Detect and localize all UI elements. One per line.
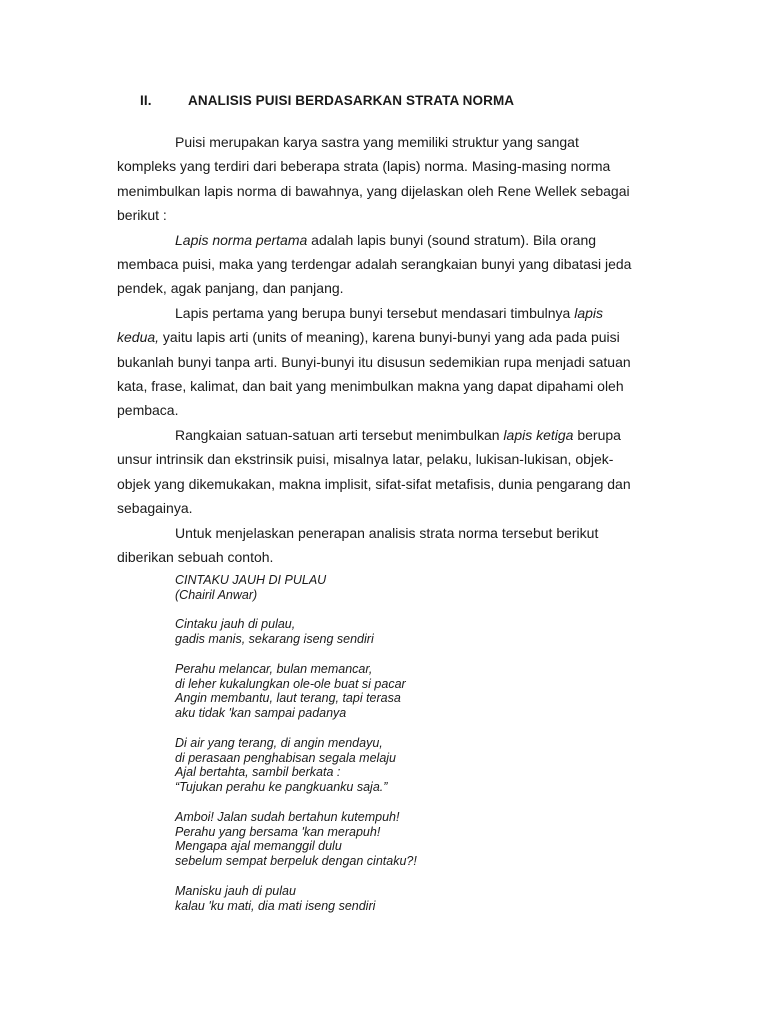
poem-line: Perahu yang bersama 'kan merapuh! <box>175 824 381 839</box>
poem-line: “Tujukan perahu ke pangkuanku saja.” <box>175 780 388 795</box>
poem-line: Mengapa ajal memanggil dulu <box>175 839 342 854</box>
paragraph-5 <box>117 521 637 570</box>
poem-line: Perahu melancar, bulan memancar, <box>175 661 373 676</box>
paragraph-3-text-a: Lapis pertama yang berupa bunyi tersebut mendasari timbulnya <box>175 304 575 321</box>
paragraph-2 <box>117 228 637 301</box>
poem-line: Ajal bertahta, sambil berkata : <box>175 765 341 780</box>
poem-heading <box>175 573 417 603</box>
poem-stanza-2 <box>175 662 417 721</box>
paragraph-4-italic: lapis ketiga <box>503 426 574 443</box>
section-title: ANALISIS PUISI BERDASARKAN STRATA NORMA <box>188 93 515 108</box>
poem-line: gadis manis, sekarang iseng sendiri <box>175 632 374 647</box>
poem-line: Cintaku jauh di pulau, <box>175 617 296 632</box>
poem-line: Manisku jauh di pulau <box>175 883 296 898</box>
poem-stanza-4 <box>175 810 417 869</box>
poem-stanza-3 <box>175 736 417 795</box>
poem-stanza-1 <box>175 617 417 647</box>
poem-title: CINTAKU JAUH DI PULAU <box>175 573 327 587</box>
poem-line: di leher kukalungkan ole-ole buat si pacar <box>175 676 406 691</box>
poem-line: Amboi! Jalan sudah bertahun kutempuh! <box>175 809 400 824</box>
body-text <box>117 130 637 569</box>
poem-line: Angin membantu, laut terang, tapi terasa <box>175 691 401 706</box>
poem-line: aku tidak 'kan sampai padanya <box>175 706 347 721</box>
poem-author: (Chairil Anwar) <box>175 587 258 602</box>
paragraph-1 <box>117 130 637 228</box>
paragraph-3 <box>117 301 637 423</box>
paragraph-3-text-b: yaitu lapis arti (units of meaning), karena bunyi-bunyi yang ada pada puisi bukanlah bunyi tanpa arti. Bunyi-bunyi itu disusun sedemikian rupa menjadi satuan kata, frase, kalimat, dan bait yang menimbulkan makna yang dapat dipahami oleh pembaca. <box>117 329 631 419</box>
paragraph-5-text: Untuk menjelaskan penerapan analisis strata norma tersebut berikut diberikan sebuah contoh. <box>117 524 599 565</box>
paragraph-2-text: adalah lapis bunyi (sound stratum). Bila orang membaca puisi, maka yang terdengar adalah serangkaian bunyi yang dibatasi jeda pendek, agak panjang, dan panjang. <box>117 231 632 297</box>
paragraph-4 <box>117 423 637 521</box>
section-heading <box>140 93 514 108</box>
poem-line: di perasaan penghabisan segala melaju <box>175 750 396 765</box>
paragraph-4-text-a: Rangkaian satuan-satuan arti tersebut menimbulkan <box>175 426 504 443</box>
paragraph-4-text-b: berupa unsur intrinsik dan ekstrinsik puisi, misalnya latar, pelaku, lukisan-lukisan, objek-objek yang dikemukakan, makna implisit, sifat-sifat metafisis, dunia pengarang dan sebagainya. <box>117 426 631 517</box>
poem-block <box>175 573 417 928</box>
paragraph-1-text: Puisi merupakan karya sastra yang memiliki struktur yang sangat kompleks yang terdiri dari beberapa strata (lapis) norma. Masing-masing norma menimbulkan lapis norma di bawahnya, yang dijelaskan oleh Rene Wellek sebagai berikut : <box>117 134 630 224</box>
poem-line: Di air yang terang, di angin mendayu, <box>175 735 383 750</box>
poem-line: kalau 'ku mati, dia mati iseng sendiri <box>175 898 376 913</box>
poem-line: sebelum sempat berpeluk dengan cintaku?! <box>175 854 417 869</box>
paragraph-3-italic: lapis kedua, <box>117 304 604 346</box>
paragraph-2-italic: Lapis norma pertama <box>175 231 308 248</box>
section-number: II. <box>140 93 152 108</box>
poem-stanza-5 <box>175 884 417 914</box>
